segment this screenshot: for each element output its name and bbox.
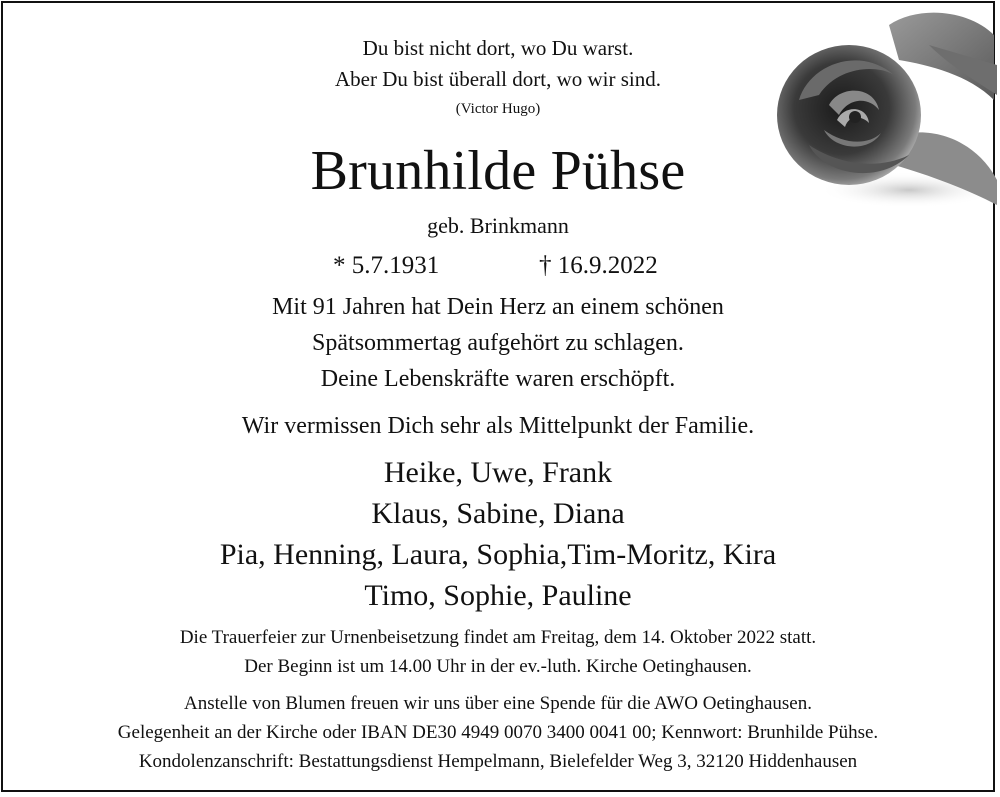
message-line-2: Spätsommertag aufgehört zu schlagen.	[312, 330, 684, 356]
family-line-2: Klaus, Sabine, Diana	[371, 497, 625, 530]
message-line-1: Mit 91 Jahren hat Dein Herz an einem schönen	[272, 294, 724, 320]
family-line-3: Pia, Henning, Laura, Sophia,Tim-Moritz, Kira	[219, 538, 777, 571]
motto-author: (Victor Hugo)	[455, 101, 541, 117]
family-line-4: Timo, Sophie, Pauline	[364, 579, 632, 612]
deceased-name: Brunhilde Pühse	[310, 140, 686, 202]
missing-line: Wir vermissen Dich sehr als Mittelpunkt der Familie.	[241, 413, 755, 439]
motto-line-1: Du bist nicht dort, wo Du warst.	[362, 36, 634, 60]
motto-line-2: Aber Du bist überall dort, wo wir sind.	[334, 67, 662, 91]
death-date: † 16.9.2022	[539, 252, 658, 279]
ceremony-line-2: Der Beginn ist um 14.00 Uhr in der ev.-luth. Kirche Oetinghausen.	[244, 656, 752, 677]
donation-line-1: Anstelle von Blumen freuen wir uns über eine Spende für die AWO Oetinghausen.	[184, 693, 812, 714]
obituary-card	[1, 1, 995, 792]
donation-line-3: Kondolenzanschrift: Bestattungsdienst Hempelmann, Bielefelder Weg 3, 32120 Hiddenhausen	[138, 751, 858, 772]
family-line-1: Heike, Uwe, Frank	[383, 456, 613, 489]
message-line-3: Deine Lebenskräfte waren erschöpft.	[320, 366, 676, 392]
maiden-name: geb. Brinkmann	[427, 213, 569, 238]
donation-line-2: Gelegenheit an der Kirche oder IBAN DE30 4949 0070 3400 0041 00; Kennwort: Brunhilde Pühse.	[117, 722, 879, 743]
ceremony-line-1: Die Trauerfeier zur Urnenbeisetzung findet am Freitag, dem 14. Oktober 2022 statt.	[179, 627, 817, 648]
birth-date: * 5.7.1931	[333, 252, 440, 279]
